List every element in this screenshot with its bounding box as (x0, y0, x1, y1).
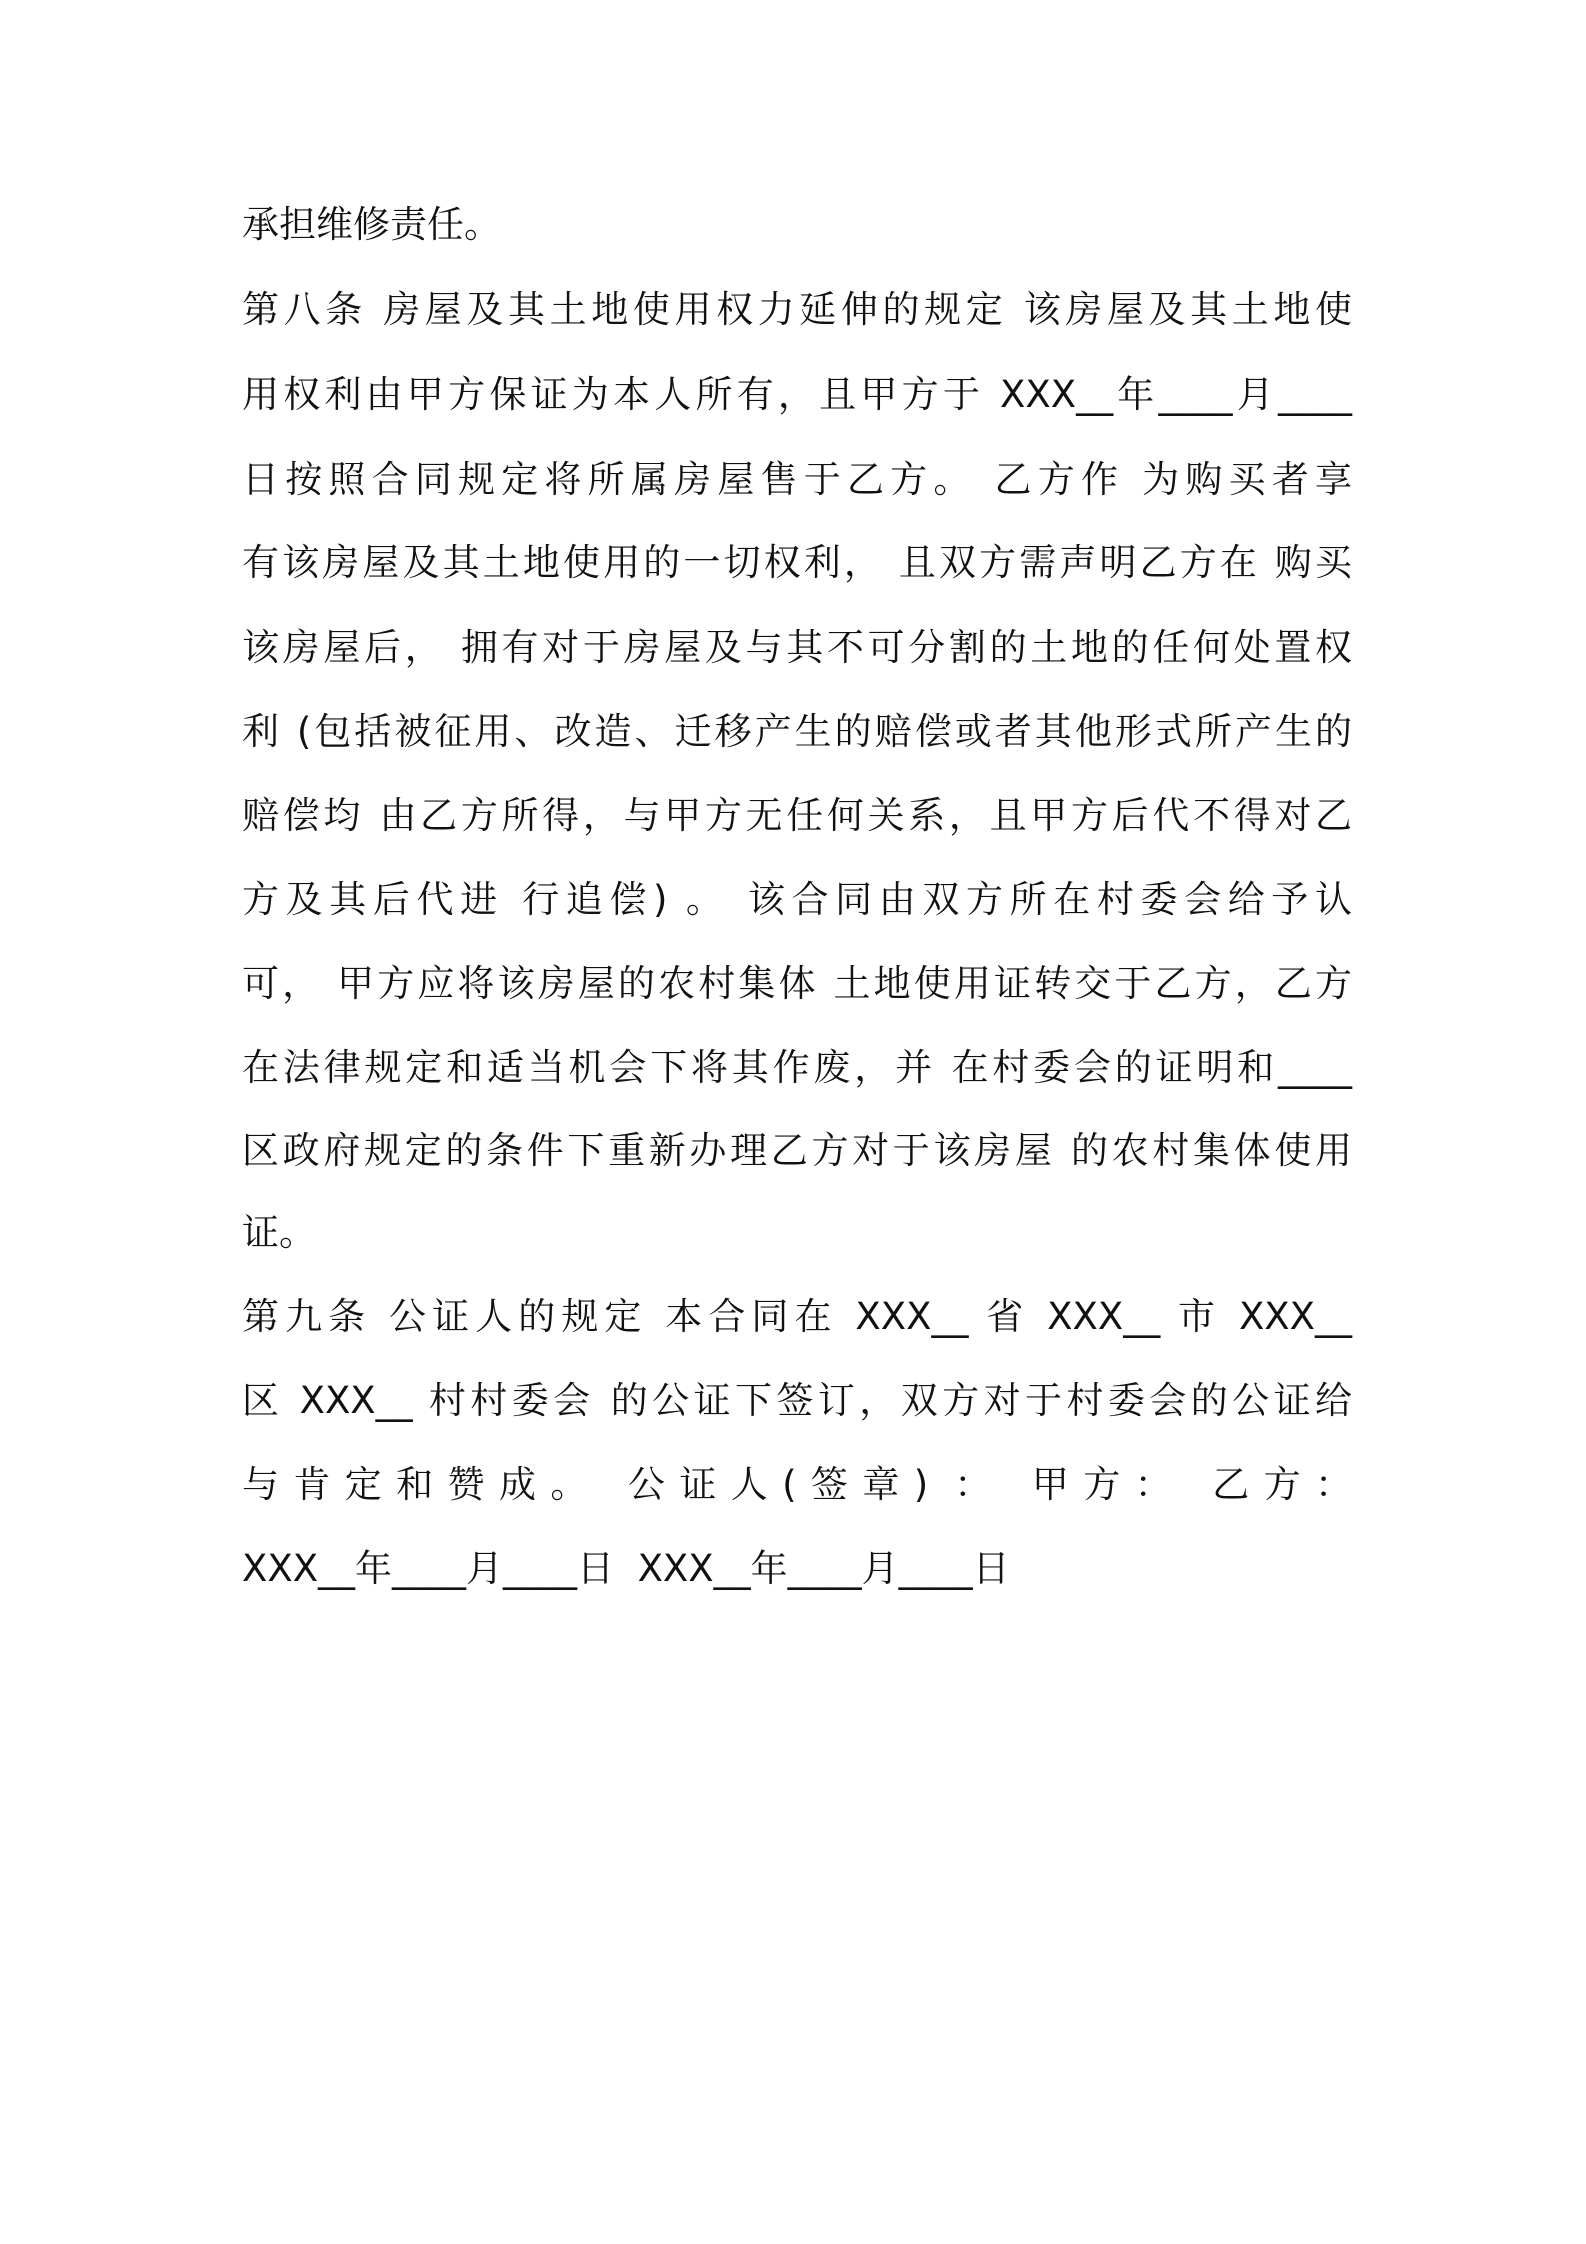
text-line: 第八条 房屋及其土地使用权力延伸的规定 该房屋及其土地使 (242, 288, 1352, 331)
text-line: 方及其后代进 行追偿) 。 该合同由双方所在村委会给予认 (242, 878, 1352, 921)
text-line: 可， 甲方应将该房屋的农村集体 土地使用证转交于乙方，乙方 (242, 962, 1352, 1005)
text-line: 区政府规定的条件下重新办理乙方对于该房屋 的农村集体使用 (242, 1129, 1352, 1172)
text-line: 在法律规定和适当机会下将其作废，并 在村委会的证明和____ (242, 1046, 1352, 1089)
text-line: 与肯定和赞成。 公证人(签章) ： 甲方： 乙方： (242, 1463, 1352, 1506)
text-line: 第九条 公证人的规定 本合同在 XXX__ 省 XXX__ 市 XXX__ (242, 1295, 1352, 1338)
text-line: 赔偿均 由乙方所得，与甲方无任何关系，且甲方后代不得对乙 (242, 794, 1352, 837)
text-line: 有该房屋及其土地使用的一切权利， 且双方需声明乙方在 购买 (242, 541, 1352, 584)
text-line: 利 (包括被征用、改造、迁移产生的赔偿或者其他形式所产生的 (242, 710, 1352, 753)
text-line: 该房屋后， 拥有对于房屋及与其不可分割的土地的任何处置权 (242, 626, 1352, 669)
text-line: 承担维修责任。 (242, 203, 501, 246)
text-line: 日按照合同规定将所属房屋售于乙方。 乙方作 为购买者享 (242, 458, 1352, 501)
text-line: 区 XXX__ 村村委会 的公证下签订，双方对于村委会的公证给 (242, 1379, 1352, 1422)
text-line: 用权利由甲方保证为本人所有，且甲方于 XXX__年____月____ (242, 373, 1352, 416)
text-line: 证。 (242, 1211, 316, 1254)
text-line: XXX__年____月____日 XXX__年____月____日 (242, 1547, 1010, 1590)
